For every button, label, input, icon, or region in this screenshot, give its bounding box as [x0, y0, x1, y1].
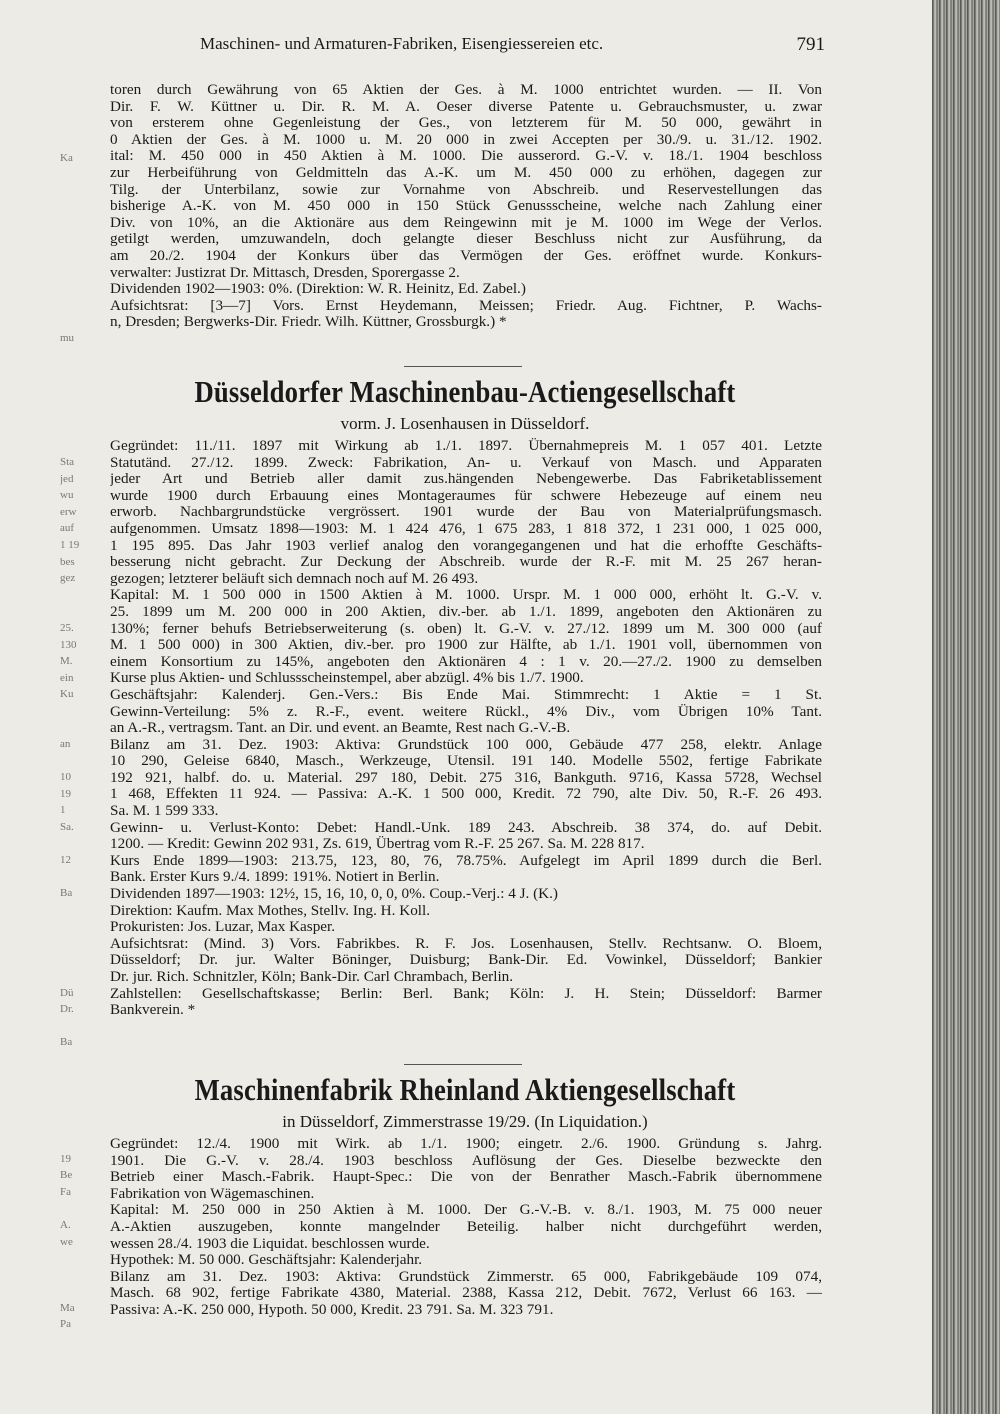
text-line: 25. 1899 um M. 200 000 in 200 Aktien, div.-ber. ab 1./1. 1899, angeboten den Aktionären zu	[110, 603, 822, 620]
text-line: am 20./2. 1904 der Konkurs über das Vermögen der Ges. eröffnet wurde. Konkurs-	[110, 247, 822, 264]
text-line: verwalter: Justizrat Dr. Mittasch, Dresden, Sporergasse 2.	[110, 264, 460, 281]
running-header	[200, 34, 825, 62]
margin-fragment: Ka	[60, 152, 73, 164]
margin-fragment: ein	[60, 672, 74, 684]
text-line: zur Herbeiführung von Geldmitteln das A.-K. um M. 450 000 zu erhöhen, dagegen zur	[110, 164, 822, 181]
text-line: Kurs Ende 1899—1903: 213.75, 123, 80, 76, 78.75%. Aufgelegt im April 1899 durch die Berl.	[110, 852, 822, 869]
margin-fragment: 1 19	[60, 539, 80, 551]
text-line: Kurse plus Aktien- und Schlussscheinstempel, aber abzügl. 4% bis 1./7. 1900.	[110, 670, 584, 687]
text-line: M. 1 500 000) in 300 Aktien, div.-ber. pro 1900 zur Hälfte, ab 1./1. 1901 voll, übernommen von	[110, 637, 822, 654]
text-line: Dividenden 1897—1903: 12½, 15, 16, 10, 0, 0, 0%. Coup.-Verj.: 4 J. (K.)	[110, 886, 558, 903]
margin-fragment: erw	[60, 506, 77, 518]
text-line: Div. von 10%, an die Aktionäre aus dem Reingewinn mit je M. 1000 im Wege der Verlos.	[110, 214, 822, 231]
text-line: Kapital: M. 1 500 000 in 1500 Aktien à M. 1000. Urspr. M. 1 000 000, erhöht lt. G.-V. v.	[110, 587, 822, 604]
text-line: Bilanz am 31. Dez. 1903: Aktiva: Grundstück 100 000, Gebäude 477 258, elektr. Anlage	[110, 736, 822, 753]
text-line: von ersterem ohne Gegenleistung der Ges., von letzterem für M. 50 000, gewährt in	[110, 115, 822, 132]
text-line: 192 921, halbf. do. u. Material. 297 180, Debit. 275 316, Bankguth. 9716, Kassa 5728, Wechsel	[110, 769, 822, 786]
text-line: getilgt werden, umzuwandeln, doch gelangte dieser Beschluss nicht zur Ausführung, da	[110, 231, 822, 248]
text-line: bisherige A.-K. von M. 450 000 in 150 Stück Genussscheine, welche nach Zahlung einer	[110, 198, 822, 215]
margin-fragment: Fa	[60, 1186, 71, 1198]
text-line: Aufsichtsrat: [3—7] Vors. Ernst Heydemann, Meissen; Friedr. Aug. Fichtner, P. Wachs-	[110, 297, 822, 314]
margin-fragment: 10	[60, 771, 71, 783]
margin-fragment: mu	[60, 332, 75, 344]
margin-fragment: 12	[60, 854, 71, 866]
page-number: 791	[796, 34, 825, 55]
company-subheading-duesseldorfer: vorm. J. Losenhausen in Düsseldorf.	[340, 414, 590, 433]
text-line: Düsseldorf; Dr. jur. Walter Böninger, Duisburg; Bank-Dir. Ed. Vowinkel, Düsseldorf; Bankier	[110, 952, 822, 969]
text-line: Bank. Erster Kurs 9./4. 1899: 191%. Notiert in Berlin.	[110, 869, 440, 886]
section-3-text	[110, 1136, 822, 1319]
book-binding-edge	[932, 0, 1000, 1414]
margin-fragment: jed	[60, 473, 74, 485]
margin-fragment: Ku	[60, 688, 74, 700]
text-line: ital: M. 450 000 in 450 Aktien à M. 1000. Die ausserord. G.-V. v. 18./1. 1904 beschloss	[110, 148, 822, 165]
text-line: wurde 1900 durch Erbauung eines Montageraumes für schwere Hebezeuge auf einem neu	[110, 487, 822, 504]
text-line: Gewinn- u. Verlust-Konto: Debet: Handl.-Unk. 189 243. Abschreib. 38 374, do. auf Debit.	[110, 819, 822, 836]
header-title: Maschinen- und Armaturen-Fabriken, Eisengiessereien etc.	[200, 34, 604, 53]
text-line: 10 290, Geleise 6840, Masch., Werkzeuge, Utensil. 191 140. Modelle 5502, fertige Fabrikate	[110, 753, 822, 770]
margin-fragment: bes	[60, 556, 75, 568]
text-line: 1200. — Kredit: Gewinn 202 931, Zs. 619, Übertrag vom R.-F. 25 267. Sa. M. 228 817.	[110, 836, 645, 853]
text-line: erworb. Nachbargrundstücke vergrössert. 1901 wurde der Bau von Materialprüfungsmasch.	[110, 504, 822, 521]
margin-fragment: Be	[60, 1169, 73, 1181]
margin-fragment: Ma	[60, 1302, 75, 1314]
text-line: 0 Aktien der Ges. à M. 1000 u. M. 20 000 in zwei Accepten per 30./9. u. 31./12. 1902.	[110, 131, 822, 148]
text-line: 1 468, Effekten 11 924. — Passiva: A.-K. 1 500 000, Kredit. 72 790, alte Div. 50, R.-F. 26 493.	[110, 786, 822, 803]
text-line: Sa. M. 1 599 333.	[110, 803, 219, 820]
text-line: Geschäftsjahr: Kalenderj. Gen.-Vers.: Bis Ende Mai. Stimmrecht: 1 Aktie = 1 St.	[110, 686, 822, 703]
section-2-text	[110, 438, 822, 1019]
company-heading-rheinland: Maschinenfabrik Rheinland Aktiengesellschaft	[194, 1072, 736, 1107]
text-line: n, Dresden; Bergwerks-Dir. Friedr. Wilh. Küttner, Grossburgk.) *	[110, 314, 507, 331]
text-line: Direktion: Kaufm. Max Mothes, Stellv. Ing. H. Koll.	[110, 902, 431, 919]
text-line: einem Konsortium zu 145%, angeboten den Aktionären 4 : 1 v. 20.—27./2. 1900 zu demselben	[110, 653, 822, 670]
text-line: Gegründet: 11./11. 1897 mit Wirkung ab 1./1. 1897. Übernahmepreis M. 1 057 401. Letzte	[110, 438, 822, 454]
text-line: Betrieb einer Masch.-Fabrik. Haupt-Spec.: Die von der Benrather Masch.-Fabrik übernommene	[110, 1169, 822, 1186]
text-line: Zahlstellen: Gesellschaftskasse; Berlin: Berl. Bank; Köln: J. H. Stein; Düsseldorf: Barmer	[110, 985, 822, 1002]
margin-fragment: 130	[60, 639, 77, 651]
text-line: gezogen; letzterer beläuft sich demnach noch auf M. 26 493.	[110, 570, 479, 587]
text-line: Tilg. der Unterbilanz, sowie zur Vornahme von Abschreib. und Reservestellungen das	[110, 181, 822, 198]
text-line: Fabrikation von Wägemaschinen.	[110, 1185, 315, 1202]
margin-fragment: A.	[60, 1219, 71, 1231]
text-line: Dir. F. W. Küttner u. Dir. R. M. A. Oeser diverse Patente u. Gebrauchsmuster, u. zwar	[110, 98, 822, 115]
margin-fragment: Pa	[60, 1318, 71, 1330]
text-line: toren durch Gewährung von 65 Aktien der Ges. à M. 1000 entrichtet wurden. — II. Von	[110, 82, 822, 98]
margin-fragment: 25.	[60, 622, 74, 634]
section-divider	[404, 1064, 522, 1065]
company-subheading-rheinland: in Düsseldorf, Zimmerstrasse 19/29. (In Liquidation.)	[282, 1112, 648, 1131]
company-heading-duesseldorfer: Düsseldorfer Maschinenbau-Actiengesellschaft	[194, 374, 736, 409]
margin-fragment: an	[60, 738, 71, 750]
margin-fragment: Ba	[60, 1036, 73, 1048]
text-line: Kapital: M. 250 000 in 250 Aktien à M. 1000. Der G.-V.-B. v. 8./1. 1903, M. 75 000 neuer	[110, 1202, 822, 1219]
text-line: 130%; ferner behufs Betriebserweiterung (s. oben) lt. G.-V. v. 27./12. 1899 um M. 300 000 (auf	[110, 620, 822, 637]
text-line: wessen 28./4. 1903 die Liquidat. beschlossen wurde.	[110, 1235, 430, 1252]
margin-fragment: 19	[60, 1153, 71, 1165]
text-line: Gegründet: 12./4. 1900 mit Wirk. ab 1./1. 1900; eingetr. 2./6. 1900. Gründung s. Jahrg.	[110, 1136, 822, 1152]
text-line: 1901. Die G.-V. v. 28./4. 1903 beschloss Auflösung der Ges. Dieselbe bezweckte den	[110, 1152, 822, 1169]
text-line: Passiva: A.-K. 250 000, Hypoth. 50 000, Kredit. 23 791. Sa. M. 323 791.	[110, 1301, 554, 1318]
text-line: Hypothek: M. 50 000. Geschäftsjahr: Kalenderjahr.	[110, 1252, 423, 1269]
text-line: Prokuristen: Jos. Luzar, Max Kasper.	[110, 919, 336, 936]
text-line: Aufsichtsrat: (Mind. 3) Vors. Fabrikbes. R. F. Jos. Losenhausen, Stellv. Rechtsanw. O. Bloem,	[110, 935, 822, 952]
margin-fragment: 1	[60, 804, 66, 816]
margin-fragment: gez	[60, 572, 76, 584]
text-line: besserung nicht gebracht. Zur Deckung der Abschreib. wurde der R.-F. mit M. 25 267 heran-	[110, 554, 822, 571]
text-line: Dr. jur. Rich. Schnitzler, Köln; Bank-Dir. Carl Chrambach, Berlin.	[110, 969, 514, 985]
margin-fragment: Sta	[60, 456, 75, 468]
margin-fragment: auf	[60, 522, 75, 534]
margin-fragment: 19	[60, 788, 71, 800]
text-line: Dividenden 1902—1903: 0%. (Direktion: W. R. Heinitz, Ed. Zabel.)	[110, 281, 526, 298]
text-line: jeder Art und Betrieb aller damit zus.hängenden Nebengewerbe. Das Fabriketablissement	[110, 471, 822, 488]
margin-fragment: M.	[60, 655, 73, 667]
margin-fragment: Dr.	[60, 1003, 74, 1015]
text-line: 1 195 895. Das Jahr 1903 verlief analog den vorangegangenen und hat die erhoffte Geschäfts-	[110, 537, 822, 554]
section-divider	[404, 366, 522, 367]
margin-fragment: Dü	[60, 987, 74, 999]
text-line: Gewinn-Verteilung: 5% z. R.-F., event. weitere Rückl., 4% Div., vom Übrigen 10% Tant.	[110, 703, 822, 720]
text-line: Bankverein. *	[110, 1002, 196, 1019]
margin-fragment: we	[60, 1236, 73, 1248]
text-line: Bilanz am 31. Dez. 1903: Aktiva: Grundstück Zimmerstr. 65 000, Fabrikgebäude 109 074,	[110, 1268, 822, 1285]
margin-fragment: Ba	[60, 887, 73, 899]
margin-fragment: wu	[60, 489, 74, 501]
text-line: aufgenommen. Umsatz 1898—1903: M. 1 424 476, 1 675 283, 1 818 372, 1 231 000, 1 025 000,	[110, 520, 822, 537]
text-line: Masch. 68 902, fertige Fabrikate 4380, Material. 2388, Kassa 212, Debit. 7672, Verlust 66 163. —	[110, 1285, 822, 1302]
text-line: A.-Aktien auszugeben, konnte mangelnder Beteilig. halber nicht durchgeführt werden,	[110, 1218, 822, 1235]
text-line: Statutänd. 27./12. 1899. Zweck: Fabrikation, An- u. Verkauf von Masch. und Apparaten	[110, 454, 822, 471]
text-line: an A.-R., vertragsm. Tant. an Dir. und event. an Beamte, Rest nach G.-V.-B.	[110, 720, 571, 737]
section-1-text	[110, 82, 822, 331]
margin-fragment: Sa.	[60, 821, 74, 833]
